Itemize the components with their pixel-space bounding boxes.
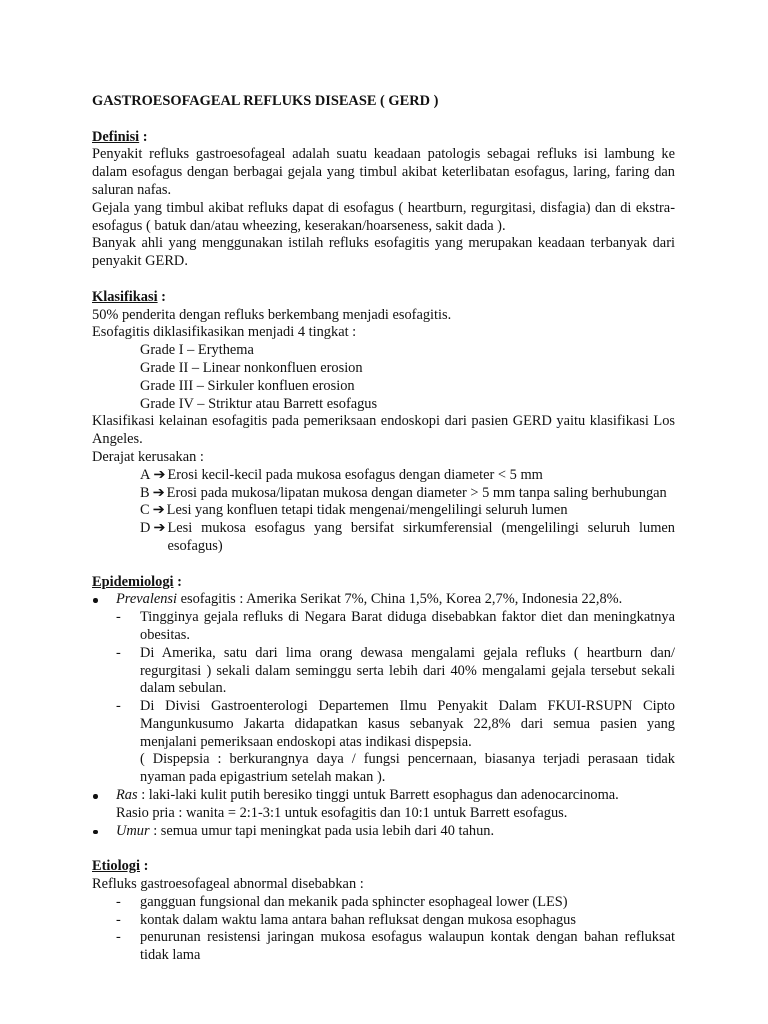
dash-text: Tingginya gejala refluks di Negara Barat diduga disebabkan faktor diet dan meningkatnya obesitas. <box>140 609 675 643</box>
derajat-letter: B <box>140 484 150 501</box>
dash-text: Di Divisi Gastroenterologi Departemen Ilmu Penyakit Dalam FKUI-RSUPN Cipto Mangunkusumo Jakarta didapatkan kasus sebanyak 22,8% dari semua pasien yang menjalani pemeriksaan endoskopi atas indikasi dispepsia. <box>140 698 675 750</box>
grade-item: Grade IV – Striktur atau Barrett esofagus <box>140 395 378 412</box>
arrow-right-icon: ➔ <box>153 520 166 537</box>
klasifikasi-line-2: Esofagitis diklasifikasikan menjadi 4 tingkat : <box>92 324 357 341</box>
dash-item: - Di Amerika, satu dari lima orang dewasa mengalami gejala refluks ( heartburn dan/ regurgitasi ) sekali dalam seminggu serta lebih dari 40% mengalami gejala tersebut sekali dalam sebulan. <box>116 644 675 697</box>
grade-item: Grade III – Sirkuler konfluen erosion <box>140 377 355 394</box>
bullet-icon <box>92 591 116 609</box>
dash-item: - Tingginya gejala refluks di Negara Barat diduga disebabkan faktor diet dan meningkatnya obesitas. <box>116 609 675 643</box>
section-heading-klasifikasi: Klasifikasi : <box>92 288 166 305</box>
dash-item: - penurunan resistensi jaringan mukosa esofagus walaupun kontak dengan bahan refluksat tidak lama <box>116 929 675 964</box>
derajat-item <box>92 485 675 503</box>
prevalensi-text: esofagitis : Amerika Serikat 7%, China 1,5%, Korea 2,7%, Indonesia 22,8%. <box>177 591 623 608</box>
document-title: GASTROESOFAGEAL REFLUKS DISEASE ( GERD ) <box>92 93 439 109</box>
etiologi-item: penurunan resistensi jaringan mukosa esofagus walaupun kontak dengan bahan refluksat tidak lama <box>140 929 675 964</box>
bullet-icon <box>92 787 116 823</box>
derajat-item <box>92 467 675 485</box>
derajat-letter: A <box>140 466 151 483</box>
definisi-paragraph-3: Banyak ahli yang menggunakan istilah refluks esofagitis yang merupakan keadaan terbanyak dari penyakit GERD. <box>92 235 675 270</box>
section-heading-definisi: Definisi : <box>92 128 148 145</box>
arrow-right-icon: ➔ <box>153 466 166 483</box>
derajat-text: Lesi mukosa esofagus yang bersifat sirkumferensial (mengelilingi seluruh lumen esofagus) <box>167 520 675 554</box>
grade-item: Grade II – Linear nonkonfluen erosion <box>140 359 363 376</box>
bullet-item-ras <box>92 787 675 823</box>
bullet-item-prevalensi <box>92 591 675 609</box>
derajat-item <box>92 502 675 520</box>
prevalensi-term: Prevalensi <box>116 591 178 608</box>
section-heading-epidemiologi: Epidemiologi : <box>92 573 182 590</box>
derajat-letter: D <box>140 520 151 537</box>
bullet-item-umur <box>92 823 675 841</box>
derajat-letter: C <box>140 502 150 519</box>
derajat-label: Derajat kerusakan : <box>92 448 204 465</box>
umur-term: Umur <box>116 822 150 839</box>
arrow-right-icon: ➔ <box>152 484 165 501</box>
etiologi-item: kontak dalam waktu lama antara bahan refluksat dengan mukosa esophagus <box>140 911 576 928</box>
los-angeles-paragraph: Klasifikasi kelainan esofagitis pada pemeriksaan endoskopi dari pasien GERD yaitu klasifikasi Los Angeles. <box>92 413 675 448</box>
definisi-paragraph-2: Gejala yang timbul akibat refluks dapat di esofagus ( heartburn, regurgitasi, disfagia) dan di ekstra-esofagus ( batuk dan/atau wheezing, keserakan/hoarseness, sakit dada ). <box>92 199 675 234</box>
section-heading-etiologi: Etiologi : <box>92 858 149 875</box>
arrow-right-icon: ➔ <box>152 502 165 519</box>
grade-item: Grade I – Erythema <box>140 342 254 359</box>
bullet-icon <box>92 823 116 841</box>
ras-ratio: Rasio pria : wanita = 2:1-3:1 untuk esofagitis dan 10:1 untuk Barrett esofagus. <box>116 804 568 821</box>
definisi-paragraph-1: Penyakit refluks gastroesofageal adalah suatu keadaan patologis sebagai refluks isi lambung ke dalam esofagus dengan berbagai gejala yang timbul akibat keterlibatan esofagus, laring, faring dan saluran nafas. <box>92 146 675 198</box>
derajat-text: Erosi kecil-kecil pada mukosa esofagus dengan diameter < 5 mm <box>167 466 543 483</box>
derajat-text: Erosi pada mukosa/lipatan mukosa dengan diameter > 5 mm tanpa saling berhubungan <box>166 484 667 501</box>
derajat-text: Lesi yang konfluen tetapi tidak mengenai/mengelilingi seluruh lumen <box>166 502 568 519</box>
derajat-item <box>92 520 675 556</box>
document-page <box>92 93 675 965</box>
ras-text: : laki-laki kulit putih beresiko tinggi untuk Barrett esophagus dan adenocarcinoma. <box>137 787 619 804</box>
ras-term: Ras <box>116 787 138 804</box>
dash-item: - kontak dalam waktu lama antara bahan refluksat dengan mukosa esophagus <box>92 912 675 930</box>
dash-text: Di Amerika, satu dari lima orang dewasa mengalami gejala refluks ( heartburn dan/ regurgitasi ) sekali dalam seminggu serta lebih dari 40% mengalami gejala tersebut sekali dalam sebulan. <box>140 644 675 697</box>
etiologi-intro: Refluks gastroesofageal abnormal disebabkan : <box>92 876 364 893</box>
etiologi-item: gangguan fungsional dan mekanik pada sphincter esophageal lower (LES) <box>140 893 568 910</box>
dash-item: - Di Divisi Gastroenterologi Departemen Ilmu Penyakit Dalam FKUI-RSUPN Cipto Mangunkusumo Jakarta didapatkan kasus sebanyak 22,8% dari semua pasien yang menjalani pemeriksaan endoskopi atas indikasi dispepsia. ( Dispepsia : berkurangnya daya / fungsi pencernaan, biasanya terjadi perasaan tidak nyaman pada epigastrium setelah makan ). <box>116 698 675 786</box>
dispepsia-note: ( Dispepsia : berkurangnya daya / fungsi pencernaan, biasanya terjadi perasaan tidak nyaman pada epigastrium setelah makan ). <box>140 751 675 786</box>
dash-item: - gangguan fungsional dan mekanik pada sphincter esophageal lower (LES) <box>92 894 675 912</box>
umur-text: : semua umur tapi meningkat pada usia lebih dari 40 tahun. <box>149 822 495 839</box>
klasifikasi-line-1: 50% penderita dengan refluks berkembang menjadi esofagitis. <box>92 306 452 323</box>
